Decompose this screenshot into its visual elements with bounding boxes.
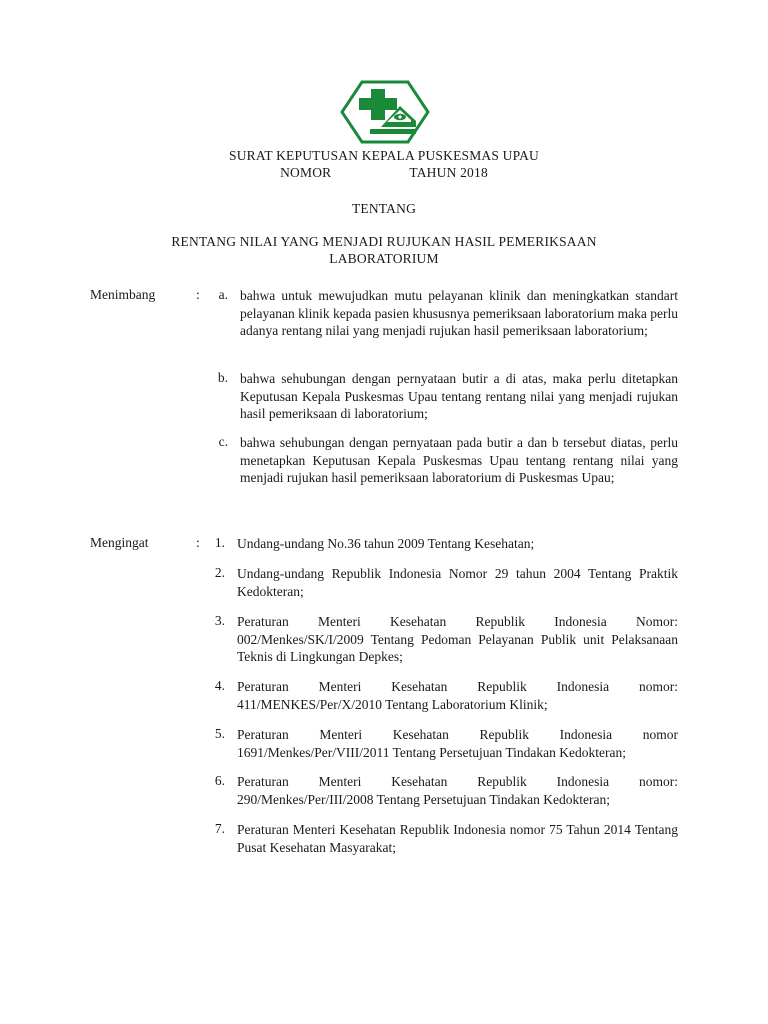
puskesmas-logo (340, 80, 430, 144)
mengingat-colon: : (196, 535, 200, 550)
item-marker: 7. (214, 821, 225, 836)
item-text: Peraturan Menteri Kesehatan Republik Indonesia nomor 1691/Menkes/Per/VIII/2011 Tentang Persetujuan Tindakan Kedokteran; (237, 727, 678, 760)
item-text: Undang-undang No.36 tahun 2009 Tentang Kesehatan; (237, 536, 535, 551)
item-text: bahwa sehubungan dengan pernyataan butir a di atas, maka perlu ditetapkan Keputusan Kepala Puskesmas Upau tentang rentang nilai yang menjadi rujukan hasil pemeriksaan di laboratorium; (240, 371, 678, 421)
item-marker: 5. (214, 726, 225, 741)
item-marker: 6. (214, 773, 225, 788)
decree-number-line (0, 165, 768, 181)
nomor-label: NOMOR (280, 165, 332, 180)
item-text: Peraturan Menteri Kesehatan Republik Indonesia nomor: 411/MENKES/Per/X/2010 Tentang Laboratorium Klinik; (237, 679, 678, 712)
mengingat-label: Mengingat (90, 535, 149, 550)
tahun-label: TAHUN 2018 (409, 165, 488, 180)
item-text: Peraturan Menteri Kesehatan Republik Indonesia nomor: 290/Menkes/Per/III/2008 Tentang Persetujuan Tindakan Kedokteran; (237, 774, 678, 807)
item-marker: c. (218, 434, 228, 449)
item-marker: 4. (214, 678, 225, 693)
item-text: bahwa untuk mewujudkan mutu pelayanan klinik dan meningkatkan standart pelayanan klinik kepada pasien khususnya pemeriksaan laboratorium maka perlu adanya rentang nilai yang menjadi rujukan hasil pemeriksaan laboratorium; (240, 288, 678, 338)
item-marker: 3. (214, 613, 225, 628)
item-text: bahwa sehubungan dengan pernyataan pada butir a dan b tersebut diatas, perlu menetapkan Keputusan Kepala Puskesmas Upau tentang rentang nilai yang menjadi rujukan hasil pemeriksaan laboratorium di Puskesmas Upau; (240, 435, 678, 485)
item-text: Peraturan Menteri Kesehatan Republik Indonesia nomor 75 Tahun 2014 Tentang Pusat Kesehatan Masyarakat; (237, 822, 678, 855)
item-text: Peraturan Menteri Kesehatan Republik Indonesia Nomor: 002/Menkes/SK/I/2009 Tentang Pedoman Pelayanan Publik unit Pelaksanaan Teknis di Lingkungan Depkes; (237, 614, 678, 664)
item-text: Undang-undang Republik Indonesia Nomor 29 tahun 2004 Tentang Praktik Kedokteran; (237, 566, 678, 599)
menimbang-colon: : (196, 287, 200, 302)
subject-line-1: RENTANG NILAI YANG MENJADI RUJUKAN HASIL PEMERIKSAAN (171, 234, 597, 249)
item-marker: 2. (214, 565, 225, 580)
item-marker: 1. (214, 535, 225, 550)
item-marker: a. (218, 287, 228, 302)
subject-line-2: LABORATORIUM (329, 251, 439, 266)
decree-title: SURAT KEPUTUSAN KEPALA PUSKESMAS UPAU (229, 148, 539, 163)
item-marker: b. (217, 370, 228, 385)
tentang-heading: TENTANG (351, 201, 417, 216)
menimbang-label: Menimbang (90, 287, 156, 302)
